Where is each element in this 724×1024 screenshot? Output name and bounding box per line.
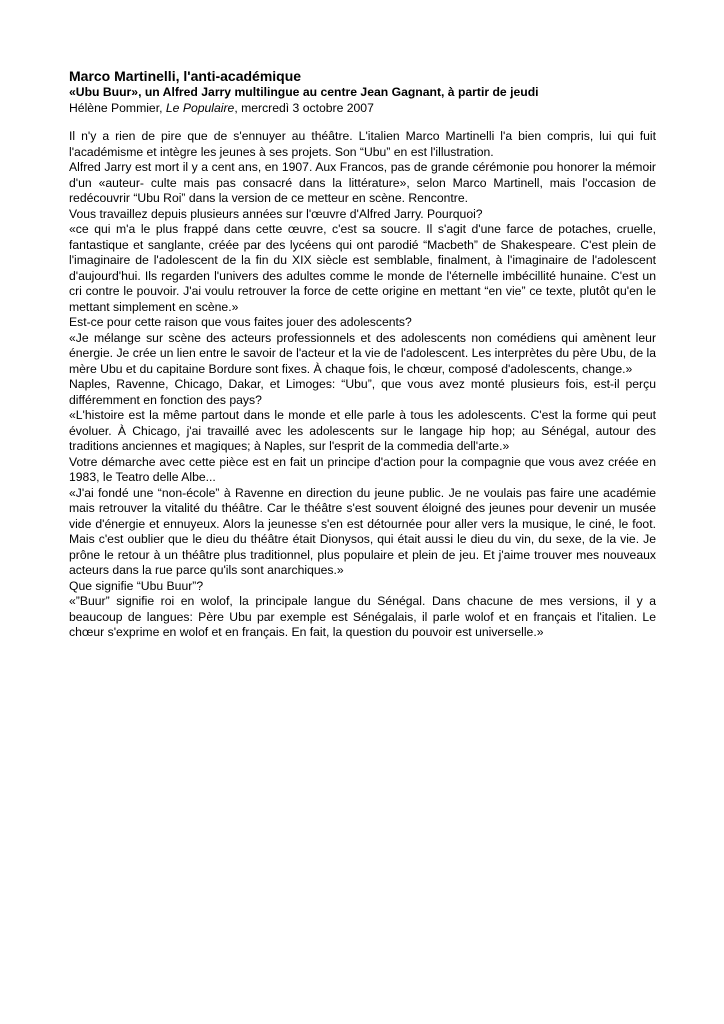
article-title: Marco Martinelli, l'anti-académique: [69, 68, 302, 84]
question: Votre démarche avec cette pièce est en fait un principe d'action pour la compagnie que vous avez créée en 1983, le Teatro delle Albe...: [69, 454, 656, 484]
article-subtitle: «Ubu Buur», un Alfred Jarry multilingue au centre Jean Gagnant, à partir de jeudi: [69, 85, 539, 99]
question: Naples, Ravenne, Chicago, Dakar, et Limoges: “Ubu”, que vous avez monté plusieurs fois, est-il perçu différemment en fonction des pays?: [69, 377, 656, 407]
question: Que signifie “Ubu Buur”?: [69, 578, 204, 593]
answer: «L'histoire est la même partout dans le monde et elle parle à tous les adolescents. C'est la forme qui peut évoluer. À Chicago, j'ai travaillé avec les adolescents sur le langage hip hop; au Sénégal, autour des traditions anciennes et magiques; à Naples, sur l'esprit de la commedia dell'arte.»: [69, 408, 656, 453]
byline-date: , mercredì 3 octobre 2007: [234, 100, 374, 115]
question: Vous travaillez depuis plusieurs années sur l'œuvre d'Alfred Jarry. Pourquoi?: [69, 206, 483, 221]
article-byline: [69, 101, 656, 117]
answer: «Je mélange sur scène des acteurs professionnels et des adolescents non comédiens qui amènent leur énergie. Je crée un lien entre le savoir de l'acteur et la vie de l'adolescent. Les interprètes du père Ubu, de la mère Ubu et du capitaine Bordure sont fixes. À chaque fois, le chœur, composé d'adolescents, change.»: [69, 330, 656, 376]
paragraph: Alfred Jarry est mort il y a cent ans, en 1907. Aux Francos, pas de grande cérémonie pou honorer la mémoir d'un «auteur- culte mais pas consacré dans la littérature», selon Marco Martinell, mais l'occasion de redécouvrir “Ubu Roi” dans la version de ce metteur en scène. Rencontre.: [69, 160, 656, 205]
byline-publication: Le Populaire: [165, 100, 235, 115]
answer: «ce qui m'a le plus frappé dans cette œuvre, c'est sa soucre. Il s'agit d'une farce de potaches, cruelle, fantastique et sanglante, créée par des lycéens qui ont parodié “Macbeth” de Shakespeare. C'est plein de l'imaginaire de l'adolescent de la fin du XIX siècle est semblable, finalment, à l'imaginaire de l'adolescent d'aujourd'hui. Ils regarden l'univers des adultes comme le monde de l'éternelle imbécillité hunaine. C'est un cri contre le pouvoir. J'ai voulu retrouver la force de cette origine en mettant “en vie” ce texte, plutôt qu'en le mettant simplement en scène.»: [69, 222, 656, 314]
answer: «”Buur” signifie roi en wolof, la principale langue du Sénégal. Dans chacune de mes versions, il y a beaucoup de langues: Père Ubu par exemple est Sénégalais, il parle wolof et en français et l'italien. Le chœur s'exprime en wolof et en français. En fait, la question du pouvoir est universelle.»: [69, 594, 656, 639]
article-body: [69, 129, 656, 641]
question: Est-ce pour cette raison que vous faites jouer des adolescents?: [69, 315, 412, 329]
paragraph: Il n'y a rien de pire que de s'ennuyer au théâtre. L'italien Marco Martinelli l'a bien compris, lui qui fuit l'académisme et intègre les jeunes à ses projets. Son “Ubu” en est l'illustration.: [69, 129, 656, 159]
article: [69, 68, 656, 641]
byline-author: Hélène Pommier,: [69, 100, 166, 115]
answer: «J'ai fondé une “non-école” à Ravenne en direction du jeune public. Je ne voulais pas faire une académie mais retrouver la vitalité du théâtre. Car le théâtre s'est souvent éloigné des jeunes pour devenir un musée vide d'énergie et ennuyeux. Alors la jeunesse s'en est détournée pour aller vers la musique, le ciné, le foot. Mais c'est oublier que le dieu du théâtre était Dionysos, qui était aussi le dieu du vin, du sexe, de la vie. Je prône le retour à un théâtre plus traditionnel, plus populaire et plein de jeu. Et j'aime trouver mes nouveaux acteurs dans la rue parce qu'ils sont anarchiques.»: [69, 485, 656, 577]
